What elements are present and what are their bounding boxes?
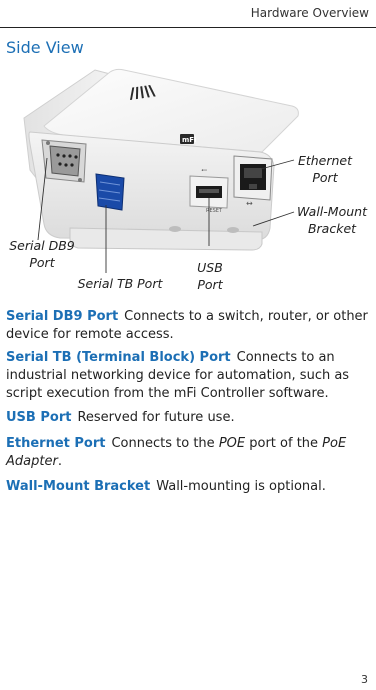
desc-ethernet: [6, 435, 371, 471]
callout-serial-db9-line1: Serial DB9: [9, 238, 75, 253]
desc-serial-tb: [6, 349, 371, 403]
bracket-hole-right: [227, 227, 239, 233]
desc-serial-db9: [6, 308, 371, 344]
text-ethernet-mid: port of the: [249, 436, 319, 451]
svg-text:mFi: mFi: [182, 136, 197, 144]
term-usb: USB Port: [6, 410, 72, 425]
svg-text:⭪: ⭪: [201, 166, 208, 175]
text-ethernet-poe: POE: [218, 436, 246, 451]
callout-usb-line2: Port: [197, 277, 223, 292]
device-figure: [0, 60, 376, 300]
serial-db9-port-graphic: [42, 140, 86, 182]
callout-wall-mount-line1: Wall-Mount: [297, 204, 367, 219]
callout-usb-port: [186, 259, 234, 293]
callout-ethernet-port: [296, 152, 354, 186]
bracket-hole-left: [169, 226, 181, 232]
term-wall-mount: Wall-Mount Bracket: [6, 479, 151, 494]
callout-ethernet-line2: Port: [312, 170, 338, 185]
callout-usb-line1: USB: [197, 260, 223, 275]
svg-text:↔: ↔: [246, 199, 253, 208]
text-serial-db9: Connects to a switch, router, or other device for remote access.: [6, 309, 368, 342]
mfi-logo-icon: [180, 134, 196, 144]
text-usb: Reserved for future use.: [77, 410, 235, 425]
desc-usb: [6, 409, 371, 427]
term-serial-tb: Serial TB (Terminal Block) Port: [6, 350, 231, 365]
callout-wall-mount-line2: Bracket: [307, 221, 357, 236]
callout-wall-mount-bracket: [292, 203, 372, 237]
callout-serial-tb-port: [70, 275, 170, 292]
callout-ethernet-line1: Ethernet: [297, 153, 353, 168]
callout-serial-db9-port: [2, 237, 82, 271]
text-serial-tb: Connects to an industrial networking device for automation, such as script execution from the mFi Controller software.: [6, 350, 350, 401]
text-wall-mount: Wall-mounting is optional.: [156, 479, 326, 494]
callout-serial-tb-line1: Serial TB Port: [77, 276, 163, 291]
reset-label: RESET: [206, 208, 223, 214]
serial-tb-port-graphic: [96, 174, 124, 210]
page-number: 3: [361, 673, 368, 686]
callout-serial-db9-line2: Port: [29, 255, 55, 270]
term-serial-db9: Serial DB9 Port: [6, 309, 119, 324]
text-ethernet-after: .: [57, 454, 62, 469]
desc-wall-mount: [6, 478, 371, 496]
section-title: Side View: [6, 38, 84, 57]
header-title: Hardware Overview: [250, 6, 369, 20]
page-header: [0, 0, 376, 28]
term-ethernet: Ethernet Port: [6, 436, 106, 451]
text-ethernet-before: Connects to the: [111, 436, 215, 451]
text-ethernet-adapter: PoE Adapter: [6, 436, 347, 469]
